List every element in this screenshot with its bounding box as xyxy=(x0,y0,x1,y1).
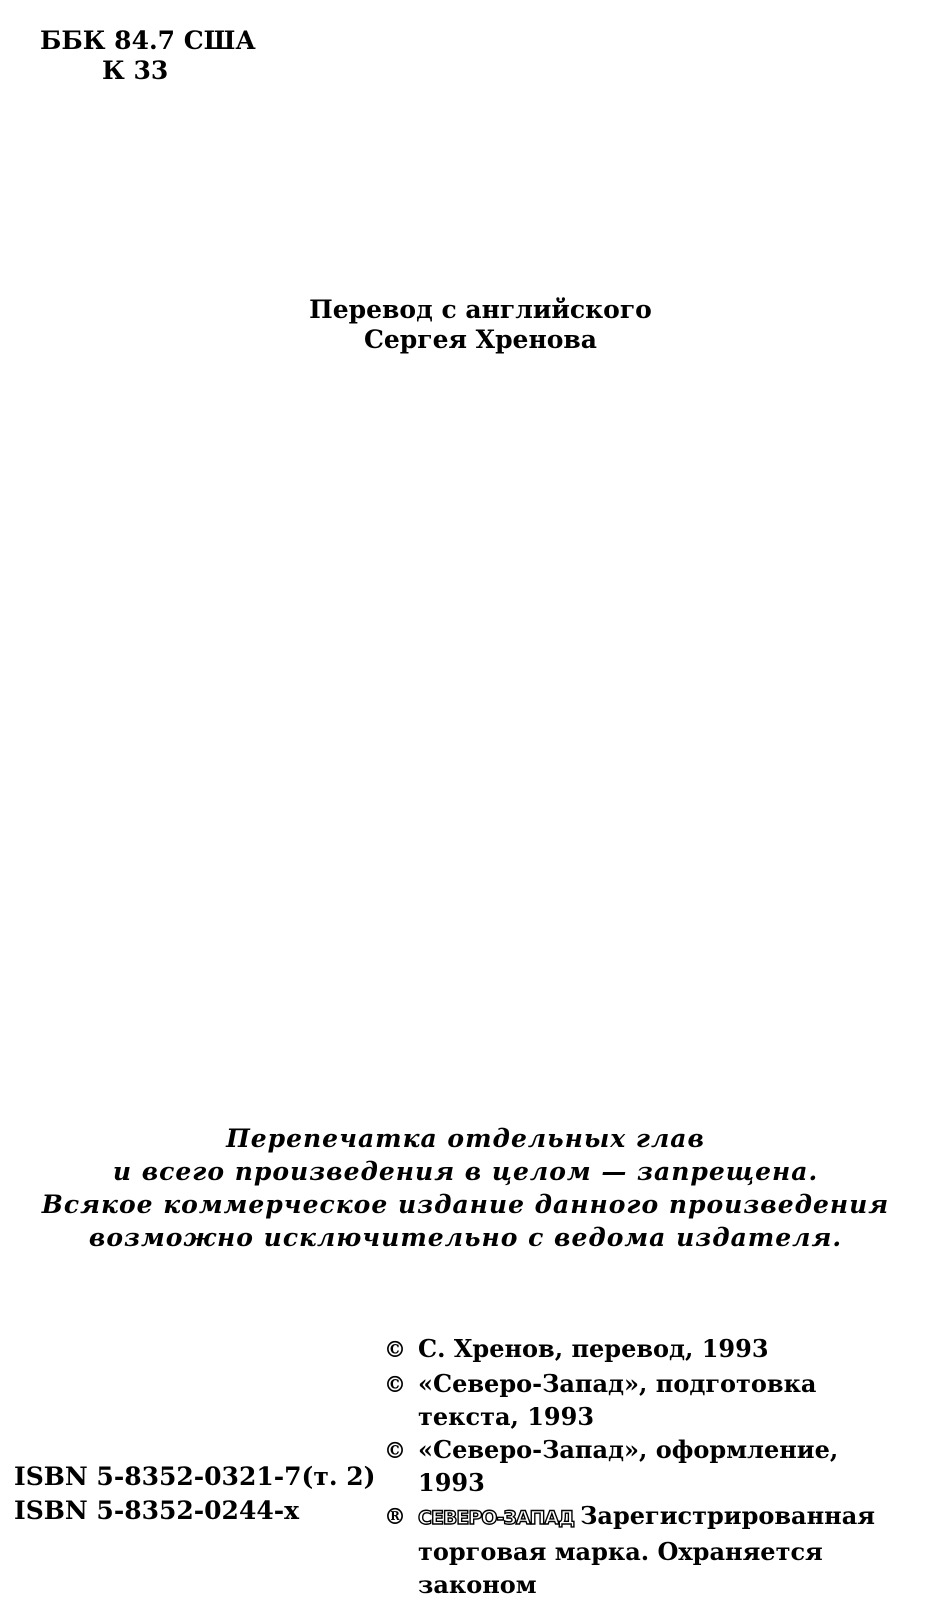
author-mark: К 33 xyxy=(102,56,169,85)
copyright-text: «Северо-Запад», подготовка текста, 1993 xyxy=(418,1369,817,1431)
translator-name: Сергея Хренова xyxy=(363,325,597,354)
copyright-entry xyxy=(384,1367,904,1433)
copyright-block xyxy=(384,1332,904,1601)
notice-line-2: и всего произведения в целом — запрещена. xyxy=(112,1157,819,1186)
bbk-classification xyxy=(40,26,256,86)
isbn-volume: ISBN 5-8352-0321-7(т. 2) xyxy=(14,1462,376,1491)
registered-trademark-icon: ® xyxy=(384,1504,406,1530)
copyright-icon: © xyxy=(384,1438,406,1464)
copyright-text: С. Хренов, перевод, 1993 xyxy=(418,1334,769,1363)
isbn-set: ISBN 5-8352-0244-х xyxy=(14,1496,300,1525)
notice-line-3: Всякое коммерческое издание данного произведения xyxy=(41,1190,890,1219)
trademark-entry xyxy=(384,1499,904,1601)
notice-line-1: Перепечатка отдельных глав xyxy=(226,1124,705,1153)
translation-line-1: Перевод с английского xyxy=(309,295,652,324)
publisher-logo: СЕВЕРО-ЗАПАД xyxy=(418,1507,575,1529)
reprint-notice xyxy=(0,1122,931,1254)
copyright-entry xyxy=(384,1433,904,1499)
copyright-text: «Северо-Запад», оформление, 1993 xyxy=(418,1435,839,1497)
translator-credit xyxy=(0,295,931,355)
copyright-icon: © xyxy=(384,1337,406,1363)
isbn-block xyxy=(14,1460,375,1528)
trademark-text: Зарегистрированная торговая марка. Охраняется законом xyxy=(418,1501,875,1599)
bbk-code: ББК 84.7 США xyxy=(40,26,256,55)
copyright-icon: © xyxy=(384,1372,406,1398)
copyright-entry xyxy=(384,1332,904,1367)
notice-line-4: возможно исключительно с ведома издателя. xyxy=(88,1223,843,1252)
